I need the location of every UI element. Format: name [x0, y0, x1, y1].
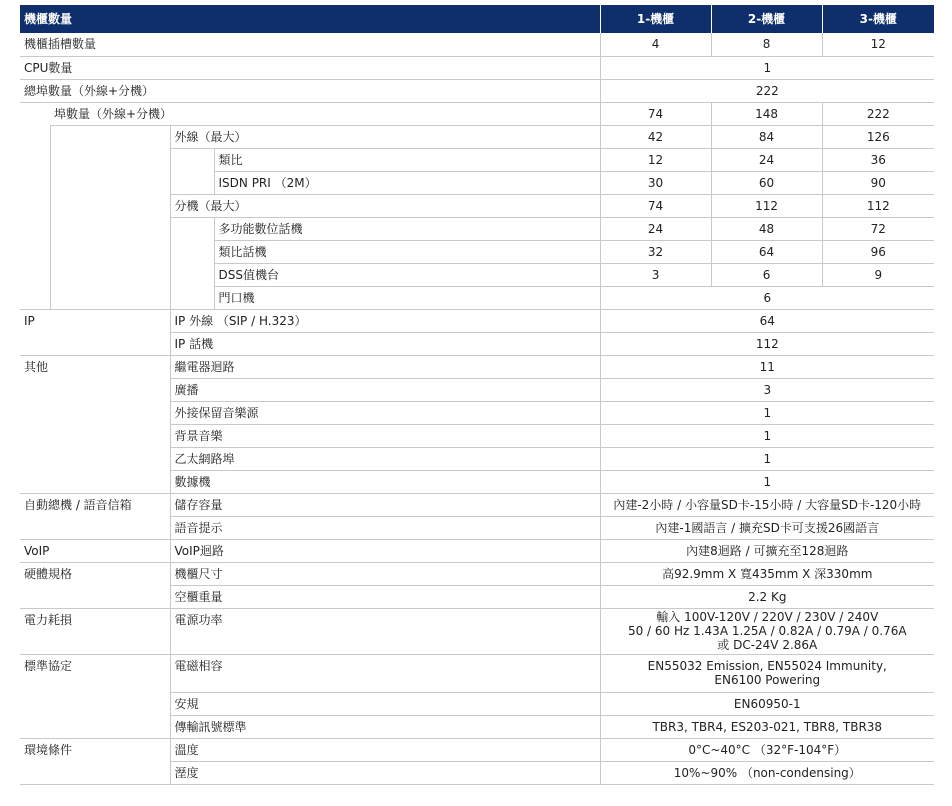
cell-value: 126 — [822, 125, 934, 148]
row-label: 數據機 — [170, 470, 600, 493]
cell-value: 內建8迴路 / 可擴充至128迴路 — [600, 539, 934, 562]
row-label: 空櫃重量 — [170, 585, 600, 608]
table-row — [20, 125, 934, 148]
table-row — [20, 102, 934, 125]
table-row — [20, 33, 934, 56]
row-label: 外線（最大） — [170, 125, 600, 148]
row-label: 外接保留音樂源 — [170, 401, 600, 424]
header-row — [20, 5, 934, 33]
cell-value: 高92.9mm X 寬435mm X 深330mm — [600, 562, 934, 585]
header-col-2: 2-機櫃 — [711, 5, 822, 33]
cell-value: 112 — [600, 332, 934, 355]
category-label: IP — [20, 309, 170, 332]
row-label: 儲存容量 — [170, 493, 600, 516]
indent-cell — [20, 102, 50, 125]
indent-cell — [170, 148, 214, 171]
category-label: VoIP — [20, 539, 170, 562]
row-label: IP 話機 — [170, 332, 600, 355]
indent-cell — [170, 263, 214, 286]
row-label: 繼電器迴路 — [170, 355, 600, 378]
table-row — [20, 171, 934, 194]
cell-value: 64 — [600, 309, 934, 332]
indent-cell — [50, 148, 170, 171]
cell-value: 24 — [600, 217, 711, 240]
cell-line: EN6100 Powering — [714, 673, 821, 687]
cell-value: 內建-1國語言 / 擴充SD卡可支援26國語言 — [600, 516, 934, 539]
table-row — [20, 424, 934, 447]
table-row — [20, 355, 934, 378]
cell-value: 12 — [822, 33, 934, 56]
table-row — [20, 470, 934, 493]
row-label: VoIP迴路 — [170, 539, 600, 562]
indent-cell — [20, 171, 50, 194]
cell-value: 1 — [600, 447, 934, 470]
table-row — [20, 562, 934, 585]
cell-line: 或 DC-24V 2.86A — [717, 638, 818, 652]
cell-value: 64 — [711, 240, 822, 263]
cell-value: 96 — [822, 240, 934, 263]
row-label: 類比話機 — [214, 240, 600, 263]
category-cell — [20, 715, 170, 738]
cell-value: 112 — [822, 194, 934, 217]
cell-value: 1 — [600, 470, 934, 493]
cell-value: 6 — [711, 263, 822, 286]
table-row — [20, 608, 934, 654]
row-label: 總埠數量（外線+分機） — [20, 79, 600, 102]
row-label: 背景音樂 — [170, 424, 600, 447]
indent-cell — [50, 286, 170, 309]
cell-value-multiline — [600, 654, 934, 692]
cell-value: 12 — [600, 148, 711, 171]
cell-value: 60 — [711, 171, 822, 194]
cell-value: 9 — [822, 263, 934, 286]
row-label: 分機（最大） — [170, 194, 600, 217]
table-row — [20, 493, 934, 516]
cell-value: 11 — [600, 355, 934, 378]
table-row — [20, 692, 934, 715]
indent-cell — [20, 194, 50, 217]
cell-value: 112 — [711, 194, 822, 217]
cell-value: 30 — [600, 171, 711, 194]
table-row — [20, 263, 934, 286]
category-cell — [20, 585, 170, 608]
row-label: 安規 — [170, 692, 600, 715]
row-label: 門口機 — [214, 286, 600, 309]
row-label: 機櫃尺寸 — [170, 562, 600, 585]
cell-line: 輸入 100V-120V / 220V / 230V / 240V — [656, 610, 879, 624]
row-label: 溫度 — [170, 738, 600, 761]
indent-cell — [20, 217, 50, 240]
indent-cell — [20, 240, 50, 263]
header-title: 機櫃數量 — [20, 5, 600, 33]
cell-value: 1 — [600, 424, 934, 447]
cell-value: 74 — [600, 102, 711, 125]
table-row — [20, 539, 934, 562]
category-label: 自動總機 / 語音信箱 — [20, 493, 170, 516]
row-label: 乙太網路埠 — [170, 447, 600, 470]
cell-value: 24 — [711, 148, 822, 171]
cell-line: EN55032 Emission, EN55024 Immunity, — [647, 659, 887, 673]
row-label: 機櫃插槽數量 — [20, 33, 600, 56]
cell-value: 10%~90% （non-condensing） — [600, 761, 934, 784]
cell-value: 2.2 Kg — [600, 585, 934, 608]
table-row — [20, 286, 934, 309]
cell-value: 90 — [822, 171, 934, 194]
row-label: 埠數量（外線+分機） — [50, 102, 600, 125]
table-row — [20, 217, 934, 240]
table-row — [20, 378, 934, 401]
cell-value: 48 — [711, 217, 822, 240]
indent-cell — [170, 217, 214, 240]
cell-value: 84 — [711, 125, 822, 148]
indent-cell — [50, 125, 170, 148]
cell-value: 0°C~40°C （32°F-104°F） — [600, 738, 934, 761]
indent-cell — [20, 263, 50, 286]
category-label: 電力耗損 — [20, 608, 170, 654]
row-label: CPU數量 — [20, 56, 600, 79]
cell-value: 4 — [600, 33, 711, 56]
category-cell — [20, 332, 170, 355]
table-row — [20, 761, 934, 784]
indent-cell — [170, 240, 214, 263]
table-row — [20, 447, 934, 470]
table-row — [20, 585, 934, 608]
category-cell — [20, 692, 170, 715]
table-row — [20, 738, 934, 761]
category-cell — [20, 447, 170, 470]
cell-value: 222 — [822, 102, 934, 125]
row-label: 廣播 — [170, 378, 600, 401]
indent-cell — [50, 263, 170, 286]
cell-value-multiline — [600, 608, 934, 654]
cell-value: 222 — [600, 79, 934, 102]
table-row — [20, 715, 934, 738]
category-cell — [20, 378, 170, 401]
cell-value: 74 — [600, 194, 711, 217]
category-cell — [20, 424, 170, 447]
row-label: 電磁相容 — [170, 654, 600, 692]
row-label: 傳輸訊號標準 — [170, 715, 600, 738]
table-row — [20, 240, 934, 263]
table-row — [20, 79, 934, 102]
cell-value: 內建-2小時 / 小容量SD卡-15小時 / 大容量SD卡-120小時 — [600, 493, 934, 516]
category-cell — [20, 516, 170, 539]
indent-cell — [50, 194, 170, 217]
cell-value: 3 — [600, 378, 934, 401]
cell-value: 32 — [600, 240, 711, 263]
category-label: 其他 — [20, 355, 170, 378]
cell-value: 3 — [600, 263, 711, 286]
indent-cell — [50, 171, 170, 194]
table-row — [20, 654, 934, 692]
indent-cell — [170, 286, 214, 309]
row-label: 類比 — [214, 148, 600, 171]
table-row — [20, 309, 934, 332]
cell-value: 42 — [600, 125, 711, 148]
table-row — [20, 148, 934, 171]
table-row — [20, 56, 934, 79]
table-row — [20, 194, 934, 217]
table-row — [20, 516, 934, 539]
indent-cell — [20, 148, 50, 171]
row-label: IP 外線 （SIP / H.323） — [170, 309, 600, 332]
table-row — [20, 401, 934, 424]
cell-value: 6 — [600, 286, 934, 309]
cell-value: 148 — [711, 102, 822, 125]
category-cell — [20, 761, 170, 784]
header-col-1: 1-機櫃 — [600, 5, 711, 33]
table-row — [20, 332, 934, 355]
indent-cell — [20, 286, 50, 309]
row-label: ISDN PRI （2M） — [214, 171, 600, 194]
category-cell — [20, 401, 170, 424]
row-label: DSS值機台 — [214, 263, 600, 286]
cell-value: EN60950-1 — [600, 692, 934, 715]
row-label: 語音提示 — [170, 516, 600, 539]
indent-cell — [50, 240, 170, 263]
row-label: 多功能數位話機 — [214, 217, 600, 240]
cell-value: 36 — [822, 148, 934, 171]
indent-cell — [50, 217, 170, 240]
cell-value: 8 — [711, 33, 822, 56]
cell-line: 50 / 60 Hz 1.43A 1.25A / 0.82A / 0.79A / 0.76A — [627, 624, 907, 638]
indent-cell — [170, 171, 214, 194]
category-label: 硬體規格 — [20, 562, 170, 585]
spec-table — [20, 5, 934, 785]
header-col-3: 3-機櫃 — [822, 5, 934, 33]
category-label: 環境條件 — [20, 738, 170, 761]
cell-value: 72 — [822, 217, 934, 240]
cell-value: 1 — [600, 401, 934, 424]
cell-value: TBR3, TBR4, ES203-021, TBR8, TBR38 — [600, 715, 934, 738]
cell-value: 1 — [600, 56, 934, 79]
category-cell — [20, 470, 170, 493]
row-label: 電源功率 — [170, 608, 600, 654]
category-label: 標準協定 — [20, 654, 170, 692]
indent-cell — [20, 125, 50, 148]
row-label: 溼度 — [170, 761, 600, 784]
